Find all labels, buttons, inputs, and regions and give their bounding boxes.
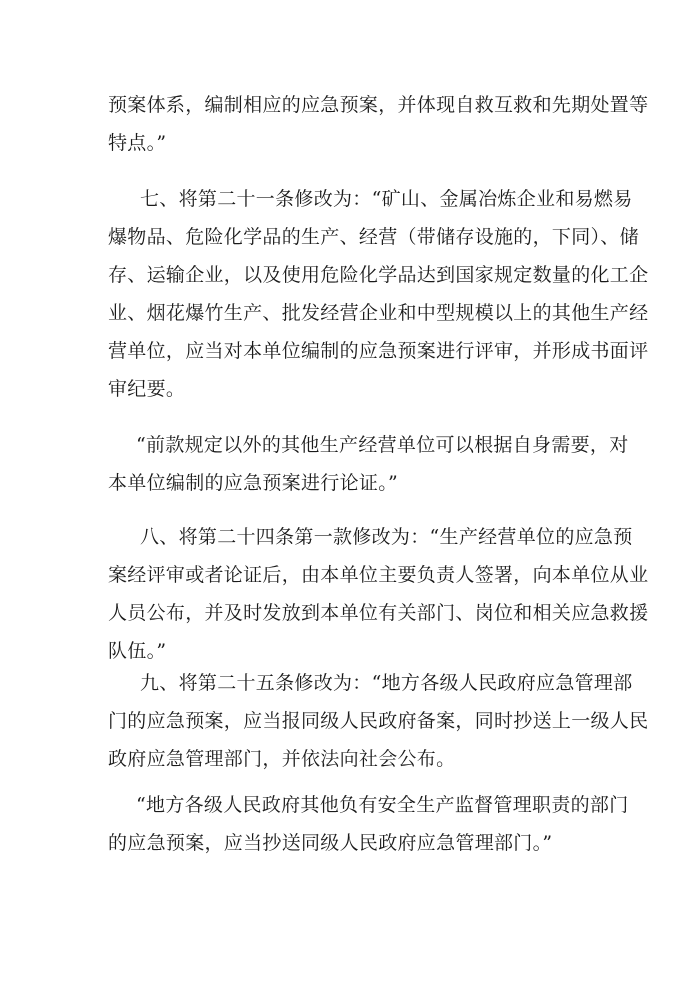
paragraph-line: 九、将第二十五条修改为：“地方各级人民政府应急管理部 [140,672,633,694]
paragraph-line: 业、烟花爆竹生产、批发经营企业和中型规模以上的其他生产经 [108,302,649,324]
paragraph-5 [108,664,649,778]
paragraph-3 [108,426,629,502]
paragraph-6 [108,786,629,862]
paragraph-line: 门的应急预案，应当报同级人民政府备案，同时抄送上一级人民 [108,710,649,732]
paragraph-1 [108,86,649,162]
paragraph-line: 爆物品、危险化学品的生产、经营（带储存设施的，下同）、储 [108,226,639,248]
paragraph-line: 营单位，应当对本单位编制的应急预案进行评审，并形成书面评 [108,340,649,362]
paragraph-line: 本单位编制的应急预案进行论证。” [108,472,399,494]
paragraph-line: “前款规定以外的其他生产经营单位可以根据自身需要，对 [136,434,629,456]
paragraph-line: 案经评审或者论证后，由本单位主要负责人签署，向本单位从业 [108,564,649,586]
paragraph-line: 队伍。” [108,640,167,662]
paragraph-line: 特点。” [108,132,167,154]
paragraph-line: 的应急预案，应当抄送同级人民政府应急管理部门。” [108,832,553,854]
paragraph-line: 预案体系，编制相应的应急预案，并体现自救互救和先期处置等 [108,94,649,116]
paragraph-line: “地方各级人民政府其他负有安全生产监督管理职责的部门 [136,794,629,816]
paragraph-line: 八、将第二十四条第一款修改为：“生产经营单位的应急预 [140,526,633,548]
paragraph-line: 七、将第二十一条修改为：“矿山、金属冶炼企业和易燃易 [140,188,633,210]
paragraph-line: 人员公布，并及时发放到本单位有关部门、岗位和相关应急救援 [108,602,649,624]
paragraph-line: 政府应急管理部门，并依法向社会公布。 [108,748,456,770]
paragraph-2 [108,180,649,408]
paragraph-4 [108,518,649,670]
paragraph-line: 存、运输企业，以及使用危险化学品达到国家规定数量的化工企 [108,264,649,286]
paragraph-line: 审纪要。 [108,378,186,400]
